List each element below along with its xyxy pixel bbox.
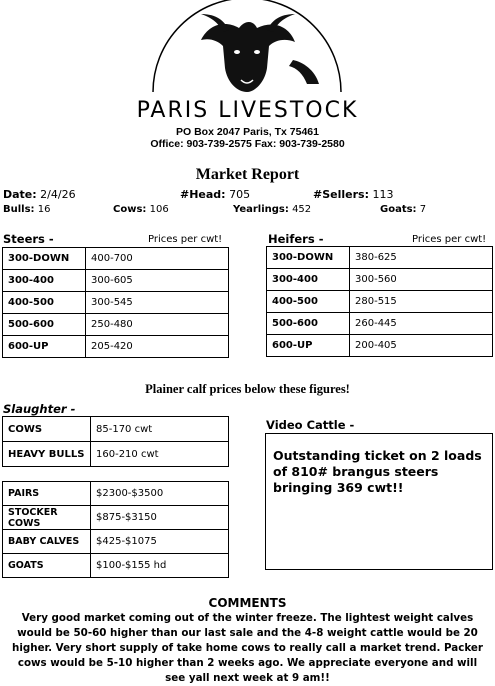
label-cell: HEAVY BULLS: [3, 442, 91, 467]
table-row: [3, 482, 229, 506]
price-cell: 400-700: [86, 248, 229, 270]
table-row: [267, 335, 493, 357]
steers-title: Steers -: [3, 232, 54, 246]
table-row: [3, 506, 229, 530]
cows-value: 106: [149, 204, 169, 215]
other-prices-table: [2, 481, 229, 578]
weight-cell: 300-400: [3, 270, 86, 292]
price-cell: 300-560: [350, 269, 493, 291]
label-cell: PAIRS: [3, 482, 91, 506]
video-cattle-box: [265, 433, 493, 570]
yearlings-value: 452: [292, 204, 312, 215]
yearlings-label: Yearlings:: [233, 204, 289, 215]
price-cell: 300-545: [86, 292, 229, 314]
table-row: [3, 554, 229, 578]
table-row: [3, 292, 229, 314]
price-cell: 280-515: [350, 291, 493, 313]
price-cell: 85-170 cwt: [91, 417, 229, 442]
price-cell: $425-$1075: [91, 530, 229, 554]
table-row: [267, 291, 493, 313]
weight-cell: 600-UP: [3, 336, 86, 358]
label-cell: BABY CALVES: [3, 530, 91, 554]
table-row: [3, 314, 229, 336]
heifers-price-note: Prices per cwt!: [412, 234, 487, 245]
slaughter-title: Slaughter -: [3, 402, 76, 416]
price-cell: 160-210 cwt: [91, 442, 229, 467]
date-value: 2/4/26: [40, 188, 76, 201]
goats-value: 7: [419, 204, 427, 215]
steers-price-note: Prices per cwt!: [148, 234, 223, 245]
label-cell: STOCKER COWS: [3, 506, 91, 530]
table-row: [267, 313, 493, 335]
price-cell: $100-$155 hd: [91, 554, 229, 578]
price-cell: 200-405: [350, 335, 493, 357]
brand-name: PARIS LIVESTOCK: [136, 98, 359, 123]
bulls-label: Bulls:: [3, 204, 35, 215]
goats-label: Goats:: [380, 204, 417, 215]
heifers-table: [266, 246, 493, 357]
price-cell: 380-625: [350, 247, 493, 269]
phone-fax-line: Office: 903-739-2575 Fax: 903-739-2580: [150, 138, 345, 150]
weight-cell: 400-500: [267, 291, 350, 313]
head-label: #Head:: [180, 188, 226, 201]
brahman-bull-logo-icon: [143, 0, 351, 100]
price-cell: 300-605: [86, 270, 229, 292]
table-row: [3, 248, 229, 270]
weight-cell: 500-600: [3, 314, 86, 336]
sellers-stat: [313, 188, 393, 201]
table-row: [267, 247, 493, 269]
label-cell: GOATS: [3, 554, 91, 578]
label-cell: COWS: [3, 417, 91, 442]
price-cell: $875-$3150: [91, 506, 229, 530]
plainer-note: Plainer calf prices below these figures!: [145, 382, 350, 396]
head-value: 705: [229, 188, 251, 201]
bulls-value: 16: [37, 204, 51, 215]
head-stat: [180, 188, 250, 201]
weight-cell: 300-DOWN: [267, 247, 350, 269]
table-row: [267, 269, 493, 291]
bulls-stat: [3, 204, 50, 215]
date-stat: [3, 188, 76, 201]
slaughter-table: [2, 416, 229, 467]
date-label: Date:: [3, 188, 37, 201]
table-row: [3, 270, 229, 292]
contact-block: [0, 126, 495, 150]
video-cattle-text: Outstanding ticket on 2 loads of 810# brangus steers bringing 369 cwt!!: [273, 448, 482, 495]
weight-cell: 500-600: [267, 313, 350, 335]
price-cell: $2300-$3500: [91, 482, 229, 506]
report-title: Market Report: [195, 166, 300, 183]
sellers-value: 113: [372, 188, 394, 201]
price-cell: 205-420: [86, 336, 229, 358]
weight-cell: 300-DOWN: [3, 248, 86, 270]
table-row: [3, 336, 229, 358]
weight-cell: 400-500: [3, 292, 86, 314]
table-row: [3, 442, 229, 467]
price-cell: 260-445: [350, 313, 493, 335]
weight-cell: 600-UP: [267, 335, 350, 357]
table-row: [3, 417, 229, 442]
heifers-title: Heifers -: [268, 232, 324, 246]
video-cattle-title: Video Cattle -: [266, 418, 355, 432]
comments-title: COMMENTS: [208, 596, 287, 610]
goats-stat: [380, 204, 426, 215]
price-cell: 250-480: [86, 314, 229, 336]
address-line: PO Box 2047 Paris, Tx 75461: [175, 126, 319, 138]
steers-table: [2, 247, 229, 358]
cows-stat: [113, 204, 169, 215]
comments-text: Very good market coming out of the winter freeze. The lightest weight calves would be 50-60 higher than our last sale and the 4-8 weight cattle would be 20 higher. Very short supply of take home cows to really call a market trend. Packer cows would be 5-10 higher than 2 weeks ago. We appreciate everyone and will see yall next week at 9 am!!: [12, 612, 483, 684]
sellers-label: #Sellers:: [313, 188, 369, 201]
yearlings-stat: [233, 204, 311, 215]
cows-label: Cows:: [113, 204, 147, 215]
table-row: [3, 530, 229, 554]
weight-cell: 300-400: [267, 269, 350, 291]
